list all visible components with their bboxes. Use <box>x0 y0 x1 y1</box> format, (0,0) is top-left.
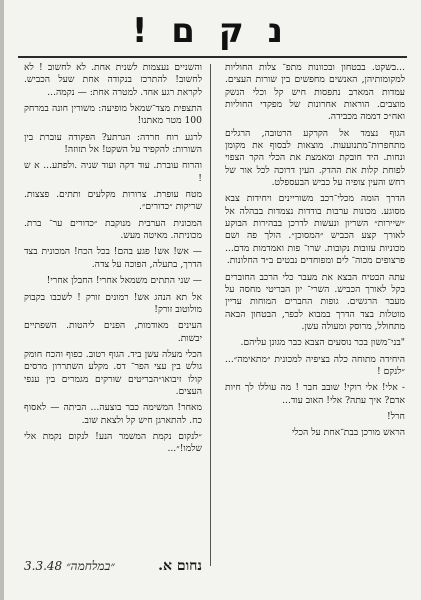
author-name: נחום א. <box>158 557 202 574</box>
paragraph: עתה הבטיח הבצא את מעבר כלי הרכב החוברים בקל לאורך הכביש. השרי־ יון הבריטי מחסה על מעבר הרגשים. גופות החברים המוחות עדיין מוטלות בצד הדרך במבוא לכפר, הבטחון הבאה מתחולל, מרוסק ומעולה עשן. <box>225 271 405 332</box>
signature-row <box>24 556 202 576</box>
paragraph: — אש! אש! פגע בהם! בכל הכח! המכונית בצד הדרך, בתעלה, הפוכה על צדה. <box>24 246 202 270</box>
paragraph: חרל! <box>387 410 405 422</box>
paragraph: ...בשקט. בבטחון ובכוונות מתפ־ צלות החוליות למקומותיהן, האנשים מחפשים בין שורות העצים. עמדות המארב נתפסות חיש קל וכלי הנשק מוצבים. הוראות אחרונות של מפקדי החוליות ואח״כ דממה מכבידה. <box>225 62 405 123</box>
paper-edge <box>0 0 4 600</box>
handwritten-note: 3.3.48 ״במלחמה״ <box>24 558 115 573</box>
paragraph: התצפית מצד־שמאל מופיעה: משורין חונה במרחק 100 מטר מאתנו! <box>24 103 202 127</box>
paragraph: העינים מאודמות, הפנים ליהטות. השפתיים יבשות. <box>24 320 202 344</box>
paragraph: מטח עופרת. צרורות מקלעים ותתים. פצצות. שריקות ״כדורים״. <box>24 189 202 213</box>
paragraph: — שני התתים משמאל אחרי! החבלן אחרי! <box>46 275 202 287</box>
paragraph: הראש מורכן בבת־אחת על הכלי <box>291 427 405 439</box>
paragraph: מאחר! המשימה כבר בוצעה... הביתה — לאסוף כח. להתארגן חיש קל ולצאת שוב. <box>24 402 202 426</box>
page-title: נ ק ם ! <box>131 11 290 51</box>
title-box <box>14 8 407 54</box>
column-divider <box>210 64 211 566</box>
left-column <box>24 62 202 570</box>
paragraph: אל תא הנהג אש! רמונים זורק ! לשכבו בקבוק מולוטוב זורק! <box>24 291 202 315</box>
paragraph: הגוף נצמד אל הקרקע הרטובה, הרגלים מתחפרות־מתנועעות. מוצאות לבסוף את מקומן ונחות. היד חובקת ומאמצת את הכלי הקר הצפוי לפוחת קלות את ההדק. העין דרוכה לכל אור של רחש והעין צופיה על כביש הבעספלט. <box>225 127 405 189</box>
paragraph: הכלי מעלה עשן ביד. הגוף רטוב. כפוף והכח חומק גולש בין עצי הפר־ דס. מקלע השתררון מרסים קולו זיבואו״הבריטים שורקים מגמרים בין ענפי העצים. <box>24 348 202 397</box>
paragraph: המכונית הערבית מנוקבת ״כדורים ער־ ברת. מכוניתה. מאיטה מעש. <box>24 217 202 242</box>
paragraph: "בני־משון בכר נוסעים הצבא כבר מגונן עליהם. <box>240 337 405 349</box>
paragraph: היחידה מתוחה כלה בציפיה למכונית ״מתאימה״... ״לנקם ! <box>225 353 405 377</box>
paragraph: והרוח עוברת. עוד דקה ועוד שניה .ולפתע... א ש ! <box>24 160 202 184</box>
paragraph: - אלי! אלי רוקי! שובב חבר ! מה עוללו לך חיות אדם? איך עתה? אלי! האוב עוד... <box>225 382 405 406</box>
title-rule <box>18 56 407 58</box>
paragraph: ״לנקום נקמת המשמר הנע! לנקום נקמת אלי שלמו!״... <box>24 430 202 455</box>
paragraph: לרגע רוח חרדה: הגרתע? הפקודה עוברת בין השורות: להקפיד על השקט! אל תזוזה! <box>24 131 202 156</box>
right-column <box>225 62 405 570</box>
paragraph: הדרך הומה מכלי־רכב משוריינים ויחידות צבא מסוגע. מכונות ערבות בודדות נצמדות בבהלה אל ״שיירות״ השריון ונעשות לדרכן בבהירות הבוקע לאורך קצע הכביש ״המסוכן״. הולך פה ושם מכוניות עזובות נקובות. שרו־ פות ואמדמות מדם... פרצופים מכוה־ לים ומפוחדים נבטים ב״ד החלונות. <box>225 193 405 267</box>
paragraph: והשניים נעצמות לשנית אחת. לא לחשוב ! לא לחשוב! להתרכז בנקודה אחת שעל הכביש. לקראת רגע אחד. למטרה אחת: — נקמה... <box>24 62 202 98</box>
